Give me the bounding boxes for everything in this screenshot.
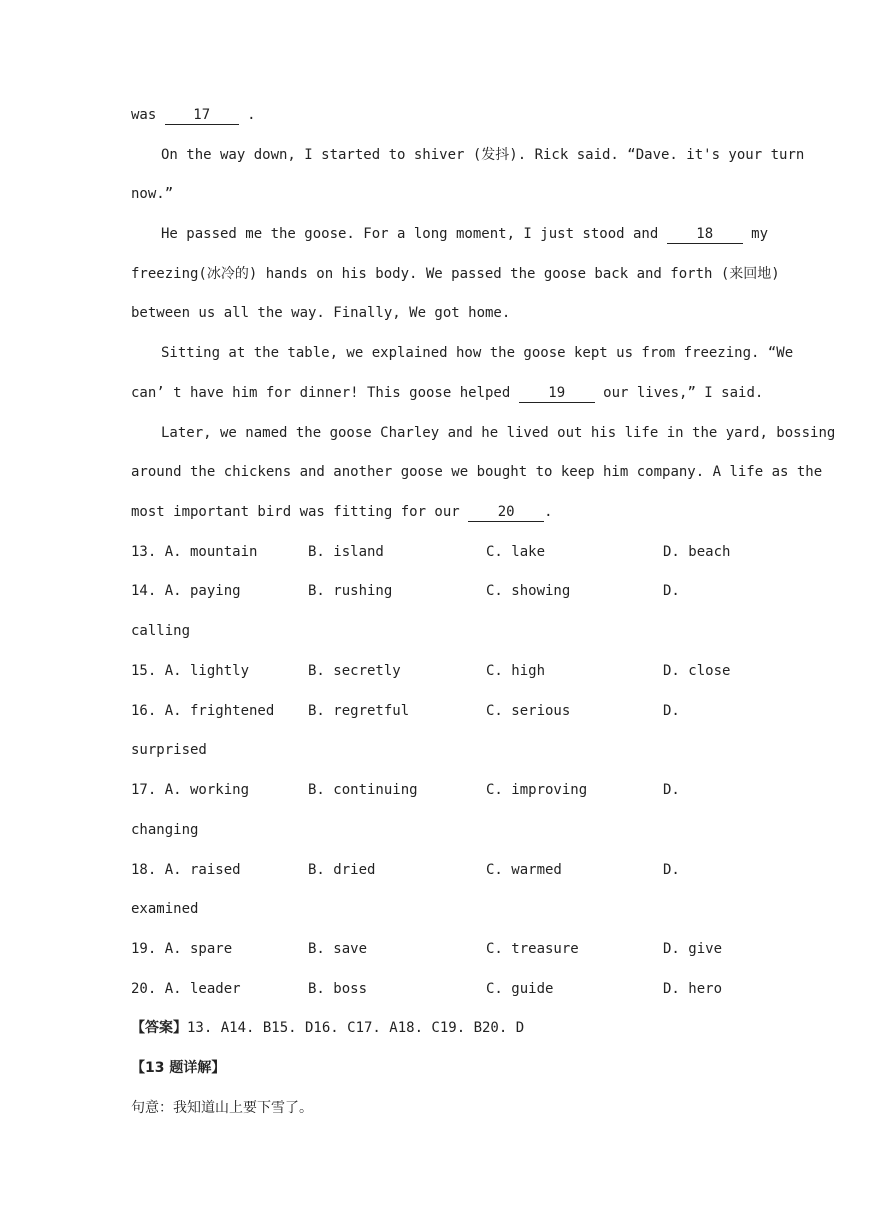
passage-line: between us all the way. Finally, We got home. (131, 305, 511, 321)
question-20: 20. A. leader (131, 981, 241, 997)
option-c: C. serious (486, 703, 571, 719)
option-b: B. dried (308, 862, 376, 878)
option-b: B. regretful (308, 703, 410, 719)
option-d: D. (663, 583, 680, 599)
option-b: B. rushing (308, 583, 393, 599)
question-15: 15. A. lightly (131, 663, 250, 679)
option-c: C. high (486, 663, 546, 679)
option-d: D. close (663, 663, 731, 679)
passage-line: can’ t have him for dinner! This goose helped 19 our lives,” I said. (131, 385, 764, 401)
option-c: C. lake (486, 544, 546, 560)
question-17: 17. A. working (131, 782, 250, 798)
option-d: D. (663, 703, 680, 719)
option-d: D. give (663, 941, 723, 957)
option-b: B. continuing (308, 782, 418, 798)
blank-18: 18 (667, 226, 743, 244)
option-c: C. guide (486, 981, 554, 997)
option-d: D. hero (663, 981, 723, 997)
option-c: C. treasure (486, 941, 579, 957)
blank-19: 19 (519, 385, 595, 403)
option-b: B. secretly (308, 663, 401, 679)
blank-17: 17 (165, 107, 239, 125)
passage-line: He passed me the goose. For a long moment, I just stood and 18 my (161, 226, 769, 242)
option-d-wrap: examined (131, 901, 199, 917)
passage-line: On the way down, I started to shiver (发抖). Rick said. “Dave. it's your turn (161, 147, 805, 163)
question-18: 18. A. raised (131, 862, 241, 878)
option-b: B. save (308, 941, 368, 957)
option-d-wrap: surprised (131, 742, 207, 758)
passage-line: was 17 . (131, 107, 256, 123)
option-d-wrap: calling (131, 623, 191, 639)
option-d: D. beach (663, 544, 731, 560)
passage-line: Later, we named the goose Charley and he lived out his life in the yard, bossing (161, 425, 836, 441)
passage-line: freezing(冰冷的) hands on his body. We passed the goose back and forth (来回地) (131, 266, 780, 282)
option-d: D. (663, 782, 680, 798)
question-19: 19. A. spare (131, 941, 233, 957)
explanation-heading: 【13 题详解】 (131, 1060, 226, 1076)
option-b: B. boss (308, 981, 368, 997)
option-d: D. (663, 862, 680, 878)
passage-line: around the chickens and another goose we bought to keep him company. A life as the (131, 464, 823, 480)
answer-line (131, 1018, 524, 1038)
passage-line: now.” (131, 186, 174, 202)
passage-line: Sitting at the table, we explained how the goose kept us from freezing. “We (161, 345, 794, 361)
option-d-wrap: changing (131, 822, 199, 838)
option-c: C. warmed (486, 862, 562, 878)
answer-label: 【答案】 (131, 1020, 187, 1036)
explanation-text: 句意：我知道山上要下雪了。 (131, 1100, 313, 1116)
blank-20: 20 (468, 504, 544, 522)
answer-text: 13. A14. B15. D16. C17. A18. C19. B20. D (187, 1020, 525, 1036)
question-14: 14. A. paying (131, 583, 241, 599)
option-c: C. improving (486, 782, 588, 798)
question-13: 13. A. mountain (131, 544, 258, 560)
option-c: C. showing (486, 583, 571, 599)
passage-line: most important bird was fitting for our 20 . (131, 504, 553, 520)
option-b: B. island (308, 544, 384, 560)
question-16: 16. A. frightened (131, 703, 275, 719)
